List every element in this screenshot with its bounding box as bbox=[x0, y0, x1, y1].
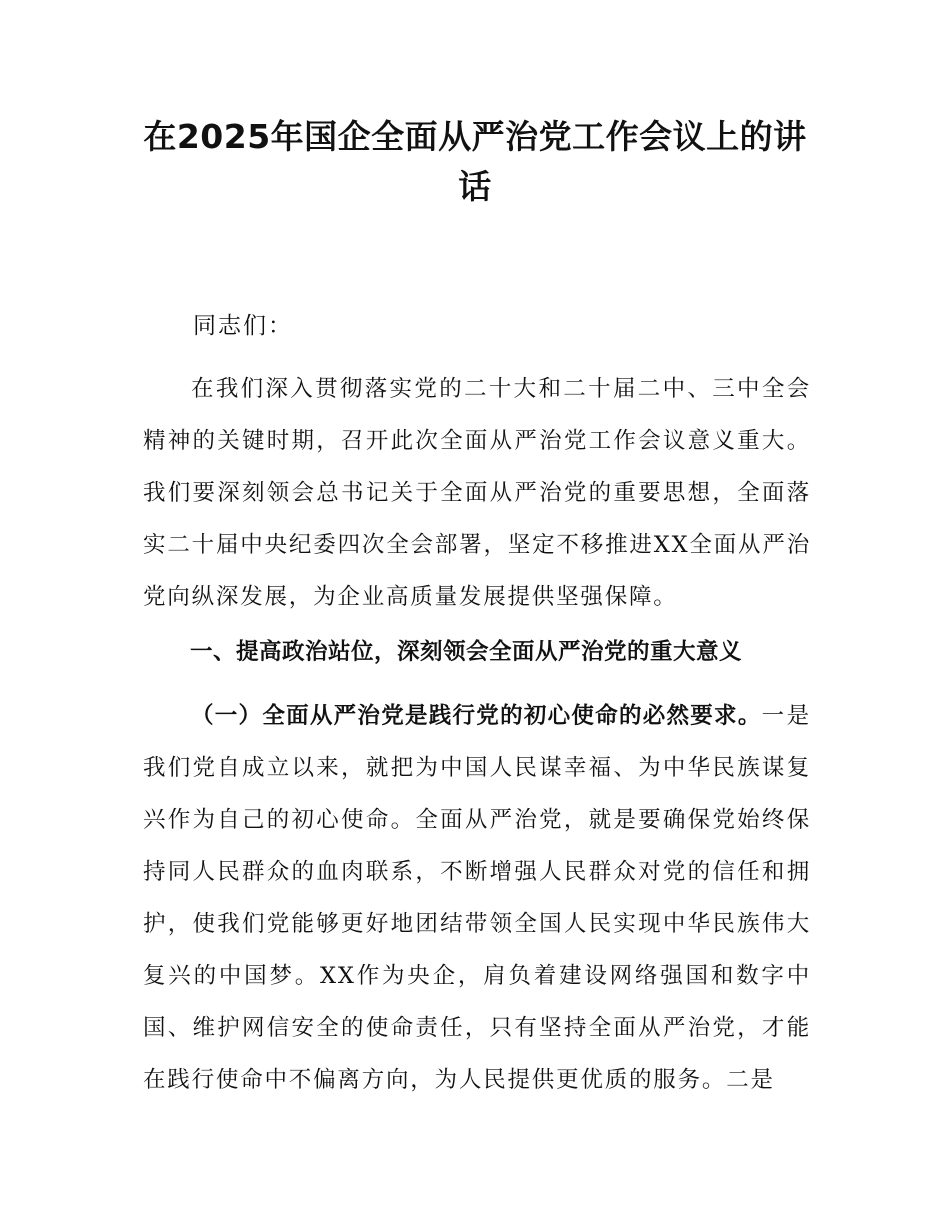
section-heading: 一、提高政治站位，深刻领会全面从严治党的重大意义 bbox=[190, 639, 743, 665]
subsection-body: 一是我们党自成立以来，就把为中国人民谋幸福、为中华民族谋复兴作为自己的初心使命。全面从严治党，就是要确保党始终保持同人民群众的血肉联系，不断增强人民群众对党的信任和拥护，使我们党能够更好地团结带领全国人民实现中华民族伟大复兴的中国梦。XX作为央企，肩负着建设网络强国和数字中国、维护网信安全的使命责任，只有坚持全面从严治党，才能在践行使命中不偏离方向，为人民提供更优质的服务。二是 bbox=[143, 703, 811, 1093]
subsection-paragraph bbox=[143, 690, 811, 1106]
subsection-heading: （一）全面从严治党是践行党的初心使命的必然要求。 bbox=[191, 703, 762, 729]
intro-paragraph: 在我们深入贯彻落实党的二十大和二十届二中、三中全会精神的关键时期，召开此次全面从严治党工作会议意义重大。我们要深刻领会总书记关于全面从严治党的重要思想，全面落实二十届中央纪委四次全会部署，坚定不移推进XX全面从严治党向纵深发展，为企业高质量发展提供坚强保障。 bbox=[143, 376, 811, 610]
document-title: 在2025年国企全面从严治党工作会议上的讲话 bbox=[143, 117, 807, 206]
greeting: 同志们： bbox=[193, 313, 293, 339]
